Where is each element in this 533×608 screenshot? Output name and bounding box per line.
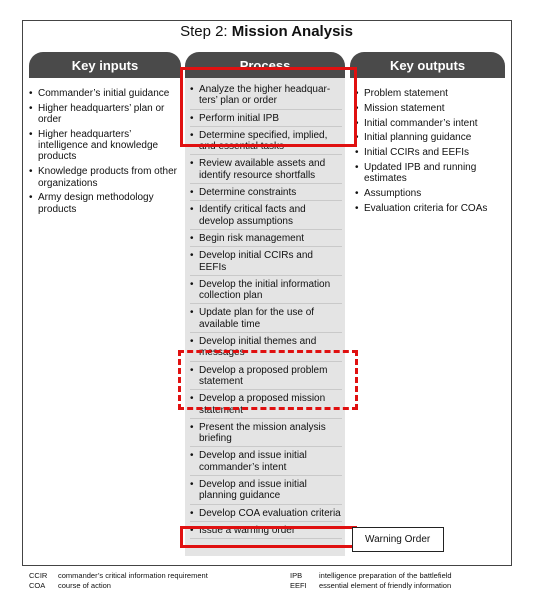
process-step: • Begin risk management [190,233,342,247]
abbreviation-row [290,571,452,581]
warning-order-box: Warning Order [352,527,444,552]
output-item: • Initial commander’s intent [355,118,505,129]
input-item: • Commander’s initial guidance [29,88,179,99]
process-step: • Develop and issue initial commander’s intent [190,450,342,476]
process-step: • Develop a proposed problem statement [190,365,342,391]
process-step: • Issue a warning order [190,525,342,539]
abbreviation-row [29,571,208,581]
process-column [190,84,342,542]
input-item: • Higher headquarters’ plan or order [29,103,179,126]
abbreviation-key: EEFI [290,581,307,590]
abbreviation-row [29,581,111,591]
process-step: • Develop a proposed mission statement [190,393,342,419]
abbreviation-text: essential element of friendly information [319,581,452,590]
input-item: • Higher headquarters’ intelligence and knowledge products [29,129,179,163]
title-main: Mission Analysis [231,23,353,40]
input-item: • Knowledge products from other organizations [29,166,179,189]
abbreviation-key: COA [29,581,46,590]
output-item: • Updated IPB and running estimates [355,162,505,185]
process-step: • Develop the initial information collection plan [190,279,342,305]
process-step: • Develop COA evaluation criteria [190,508,342,522]
process-step: • Perform initial IPB [190,113,342,127]
abbreviation-text: course of action [58,581,111,590]
output-item: • Mission statement [355,103,505,114]
process-step: • Develop initial CCIRs and EEFIs [190,250,342,276]
process-step: • Determine specified, implied, and essential tasks [190,130,342,156]
output-item: • Initial CCIRs and EEFIs [355,147,505,158]
abbreviation-text: commander’s critical information requirement [58,571,208,580]
process-step: • Identify critical facts and develop assumptions [190,204,342,230]
highlight-box-top [180,67,357,147]
output-item: • Assumptions [355,188,505,199]
inputs-column [29,88,179,218]
process-step: • Determine constraints [190,187,342,201]
header-key-inputs: Key inputs [29,52,181,78]
title-prefix: Step 2: [180,23,232,40]
output-item: • Problem statement [355,88,505,99]
highlight-box-dashed [178,350,358,410]
process-step: • Develop initial themes and messages [190,336,342,362]
process-step: • Update plan for the use of available time [190,307,342,333]
abbreviation-text: intelligence preparation of the battlefield [319,571,452,580]
abbreviation-key: IPB [290,571,303,580]
diagram-title [0,23,533,40]
process-step: • Present the mission analysis briefing [190,422,342,448]
abbreviation-row [290,581,451,591]
output-item: • Initial planning guidance [355,132,505,143]
abbreviation-key: CCIR [29,571,48,580]
process-step: • Develop and issue initial planning guidance [190,479,342,505]
header-process: Process [185,52,345,78]
outputs-column [355,88,505,218]
highlight-box-bottom [180,526,357,548]
header-key-outputs: Key outputs [350,52,505,78]
process-step: • Analyze the higher headquar-ters’ plan or order [190,84,342,110]
input-item: • Army design methodology products [29,192,179,215]
output-item: • Evaluation criteria for COAs [355,203,505,214]
process-step: • Review available assets and identify resource shortfalls [190,158,342,184]
